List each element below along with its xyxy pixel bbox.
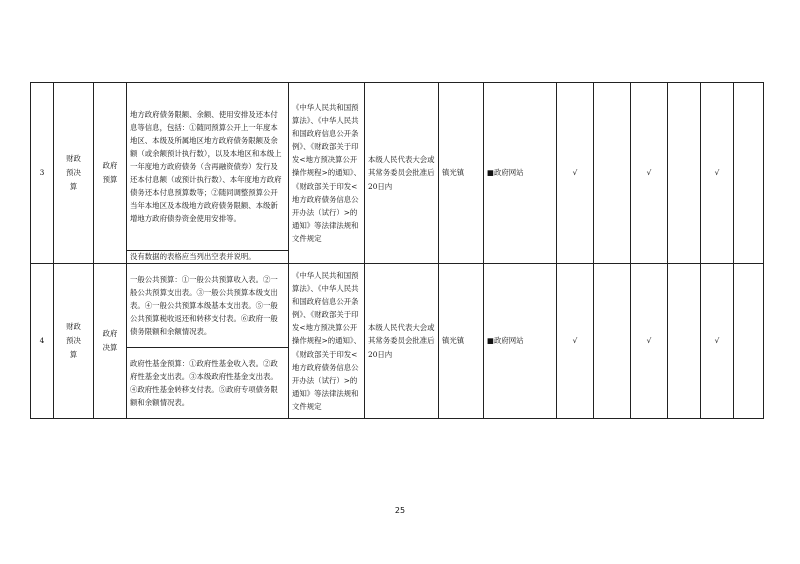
content-note-cell: 没有数据的表格应当列出空表并说明。 [127,251,289,264]
check-cell: √ [701,83,734,264]
check-cell [668,83,701,264]
check-cell: √ [557,264,594,419]
check-cell [668,264,701,419]
sub-item-line: 决算 [102,343,118,352]
subject-cell: 镇光镇 [439,264,484,419]
check-cell [594,264,631,419]
content-cell: 一般公共预算：①一般公共预算收入表。②一般公共预算支出表。③一般公共预算本级支出表。④一般公共预算本级基本支出表。⑤一般公共预算税收返还和转移支付表。⑥政府一般债务限额和余额情况表。 [127,264,289,348]
disclosure-table [30,82,764,419]
category-cell [54,83,94,264]
sub-item-line: 预算 [102,175,118,184]
sub-item-cell [94,264,127,419]
table-row [31,264,764,348]
sub-item-line: 政府 [102,329,118,338]
row-number: 4 [31,264,54,419]
category-line: 财政 [66,322,81,331]
channel-cell: ■政府网站 [484,264,557,419]
category-line: 算 [69,182,78,191]
time-limit-cell: 本级人民代表大会或其常务委员会批准后20日内 [365,83,439,264]
check-cell: √ [631,264,668,419]
table-row [31,83,764,251]
category-line: 财政 [66,154,81,163]
check-cell [594,83,631,264]
basis-cell: 《中华人民共和国预算法》、《中华人民共和国政府信息公开条例》、《财政部关于印发<地方预决算公开操作规程>的通知》、《财政部关于印发<地方政府债务信息公开办法（试行）>的通知》等法律法规和文件规定 [289,264,365,419]
sub-item-line: 政府 [102,161,118,170]
check-cell [734,264,764,419]
check-cell [734,83,764,264]
sub-item-cell [94,83,127,264]
basis-cell: 《中华人民共和国预算法》、《中华人民共和国政府信息公开条例》、《财政部关于印发<地方预决算公开操作规程>的通知》、《财政部关于印发<地方政府债务信息公开办法（试行）>的通知》等法律法规和文件规定 [289,83,365,264]
row-number: 3 [31,83,54,264]
time-limit-cell: 本级人民代表大会或其常务委员会批准后20日内 [365,264,439,419]
subject-cell: 镇光镇 [439,83,484,264]
check-cell: √ [701,264,734,419]
category-line: 算 [69,350,78,359]
category-line: 预决 [66,336,81,345]
check-cell: √ [631,83,668,264]
channel-cell: ■政府网站 [484,83,557,264]
category-line: 预决 [66,168,81,177]
content-note-cell: 政府性基金预算：①政府性基金收入表。②政府性基金支出表。③本级政府性基金支出表。④政府性基金转移支付表。⑤政府专项债务限额和余额情况表。 [127,348,289,419]
check-cell: √ [557,83,594,264]
content-cell: 地方政府债务限额、余额、使用安排及还本付息等信息，包括：①随同预算公开上一年度本地区、本级及所属地区地方政府债务限额及余额（或余额预计执行数），以及本地区和本级上一年度地方政府债务（含再融资债券）发行及还本付息额（或预计执行数）、本年度地方政府债务还本付息预算数等；②随同调整预算公开当年本地区及本级地方政府债务限额、本级新增地方政府债券资金使用安排等。 [127,83,289,251]
category-cell [54,264,94,419]
page-number: 25 [394,506,406,515]
